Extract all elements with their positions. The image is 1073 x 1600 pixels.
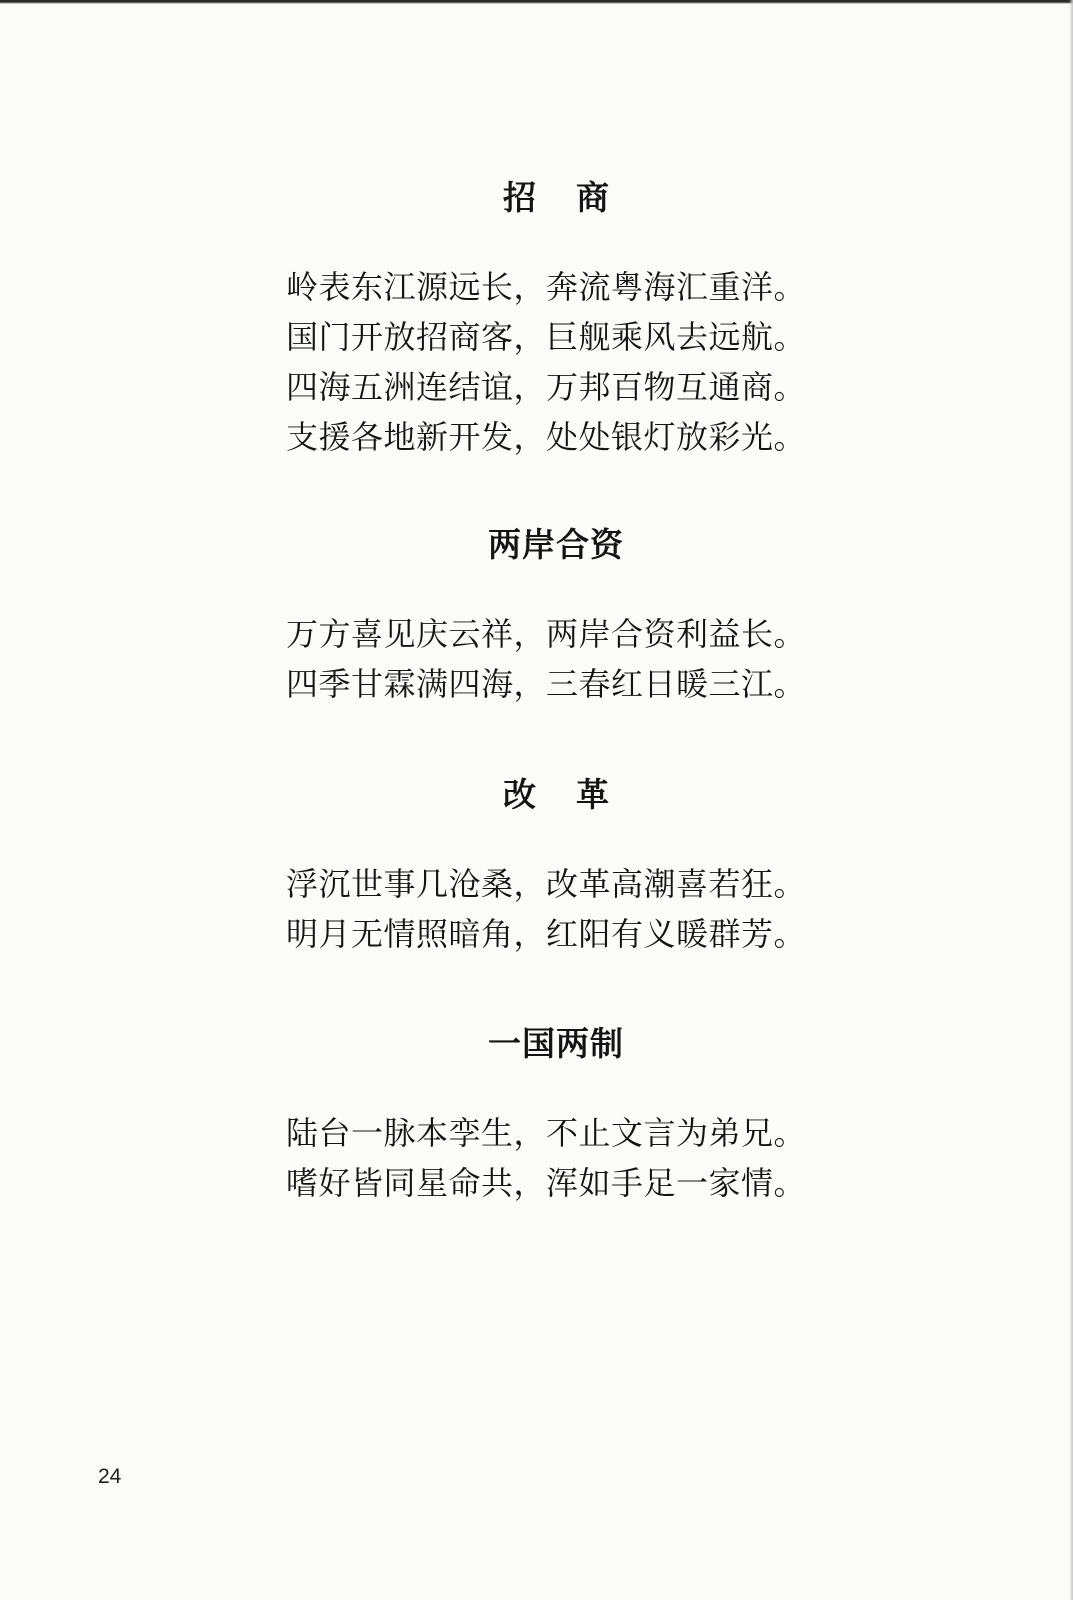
poem-title: 一国两制: [488, 1024, 624, 1063]
page-number: 24: [98, 1465, 122, 1488]
poem-yiguo-liangzhi: [286, 1024, 826, 1208]
poem-lines: [286, 609, 826, 709]
poem-line: 支援各地新开发，处处银灯放彩光。: [286, 418, 807, 456]
poem-lines: [286, 262, 826, 462]
poem-title: 两岸合资: [488, 525, 624, 564]
poem-line: 陆台一脉本孪生，不止文言为弟兄。: [286, 1114, 807, 1152]
poem-gaige: [286, 775, 826, 959]
poem-lines: [286, 859, 826, 959]
poem-line: 明月无情照暗角，红阳有义暖群芳。: [286, 915, 807, 953]
poem-line: 四季甘霖满四海，三春红日暖三江。: [286, 665, 807, 703]
poem-liangan-hezi: [286, 525, 826, 709]
poem-lines: [286, 1108, 826, 1208]
poem-line: 岭表东江源远长，奔流粤海汇重洋。: [286, 268, 807, 306]
poem-zhaoshang: [286, 178, 826, 462]
poem-line: 嗜好皆同星命共，浑如手足一家情。: [286, 1164, 807, 1202]
poem-title: 改革: [503, 775, 649, 814]
poem-title: 招商: [503, 178, 649, 217]
poem-line: 万方喜见庆云祥，两岸合资利益长。: [286, 615, 807, 653]
poem-line: 浮沉世事几沧桑，改革高潮喜若狂。: [286, 865, 807, 903]
poem-line: 四海五洲连结谊，万邦百物互通商。: [286, 368, 807, 406]
poem-line: 国门开放招商客，巨舰乘风去远航。: [286, 318, 807, 356]
